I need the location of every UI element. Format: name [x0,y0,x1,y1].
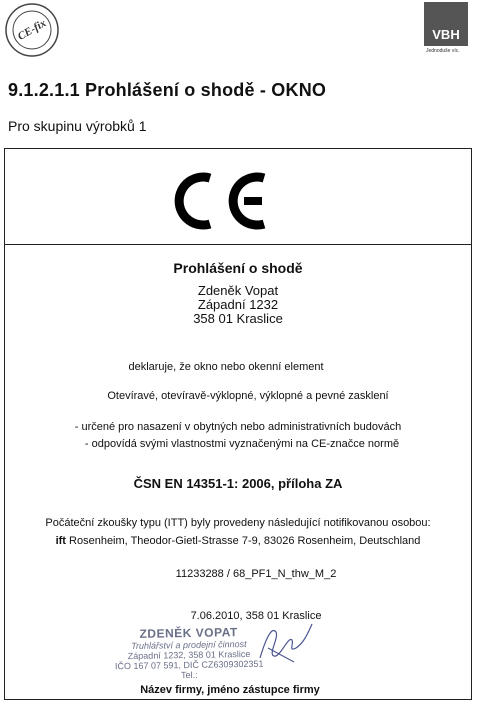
handwritten-signature [248,618,318,668]
stamp-activity: Truhlářství a prodejní činnost [131,638,247,652]
vbh-logo-text: VBH [432,27,460,42]
company-street: Západní 1232 [197,297,279,312]
notified-body [4,535,472,547]
ce-fix-seal-icon [4,2,60,58]
stamp-ids: IČO 167 07 591, DIČ CZ6309302351 [114,658,264,672]
vbh-logo-tagline: Jednoduše víc. [426,48,460,54]
notified-body-prefix: ift [55,535,66,547]
page-title: 9.1.2.1.1 Prohlášení o shodě - OKNO [8,80,327,100]
declares-text: deklaruje, že okno nebo okenní element [128,361,324,373]
stamp-name: ZDENĚK VOPAT [139,625,238,641]
ce-mark-icon [162,170,272,232]
divider [4,244,472,245]
itt-text: Počáteční zkoušky typu (ITT) byly provedeny následující notifikovanou osobou: [45,517,431,529]
signature-caption: Název firmy, jméno zástupce firmy [140,684,320,696]
certificate-reference: 11233288 / 68_PF1_N_thw_M_2 [175,568,337,580]
notified-body-address: Rosenheim, Theodor-Gietl-Strasse 7-9, 83026 Rosenheim, Deutschland [65,535,421,547]
window-types: Otevíravé, otevíravě-výklopné, výklopné a pevné zasklení [107,390,389,402]
company-name: Zdeněk Vopat [197,283,279,298]
purpose-line-2: - odpovídá svými vlastnostmi vyznačenými na CE-značce normě [84,438,400,450]
page-subtitle: Pro skupinu výrobků 1 [8,118,147,134]
company-city: 358 01 Kraslice [193,311,283,326]
stamp-address: Západní 1232, 358 01 Kraslice [127,648,251,662]
stamp-tel: Tel.: [181,669,198,681]
standard-reference: ČSN EN 14351-1: 2006, příloha ZA [133,476,343,491]
declaration-heading: Prohlášení o shodě [173,260,303,276]
seal-text: CE-fix [15,17,49,43]
purpose-line-1: - určené pro nasazení v obytných nebo administrativních budovách [74,421,402,433]
vbh-logo [424,2,468,46]
date-place: 7.06.2010, 358 01 Kraslice [190,610,322,622]
